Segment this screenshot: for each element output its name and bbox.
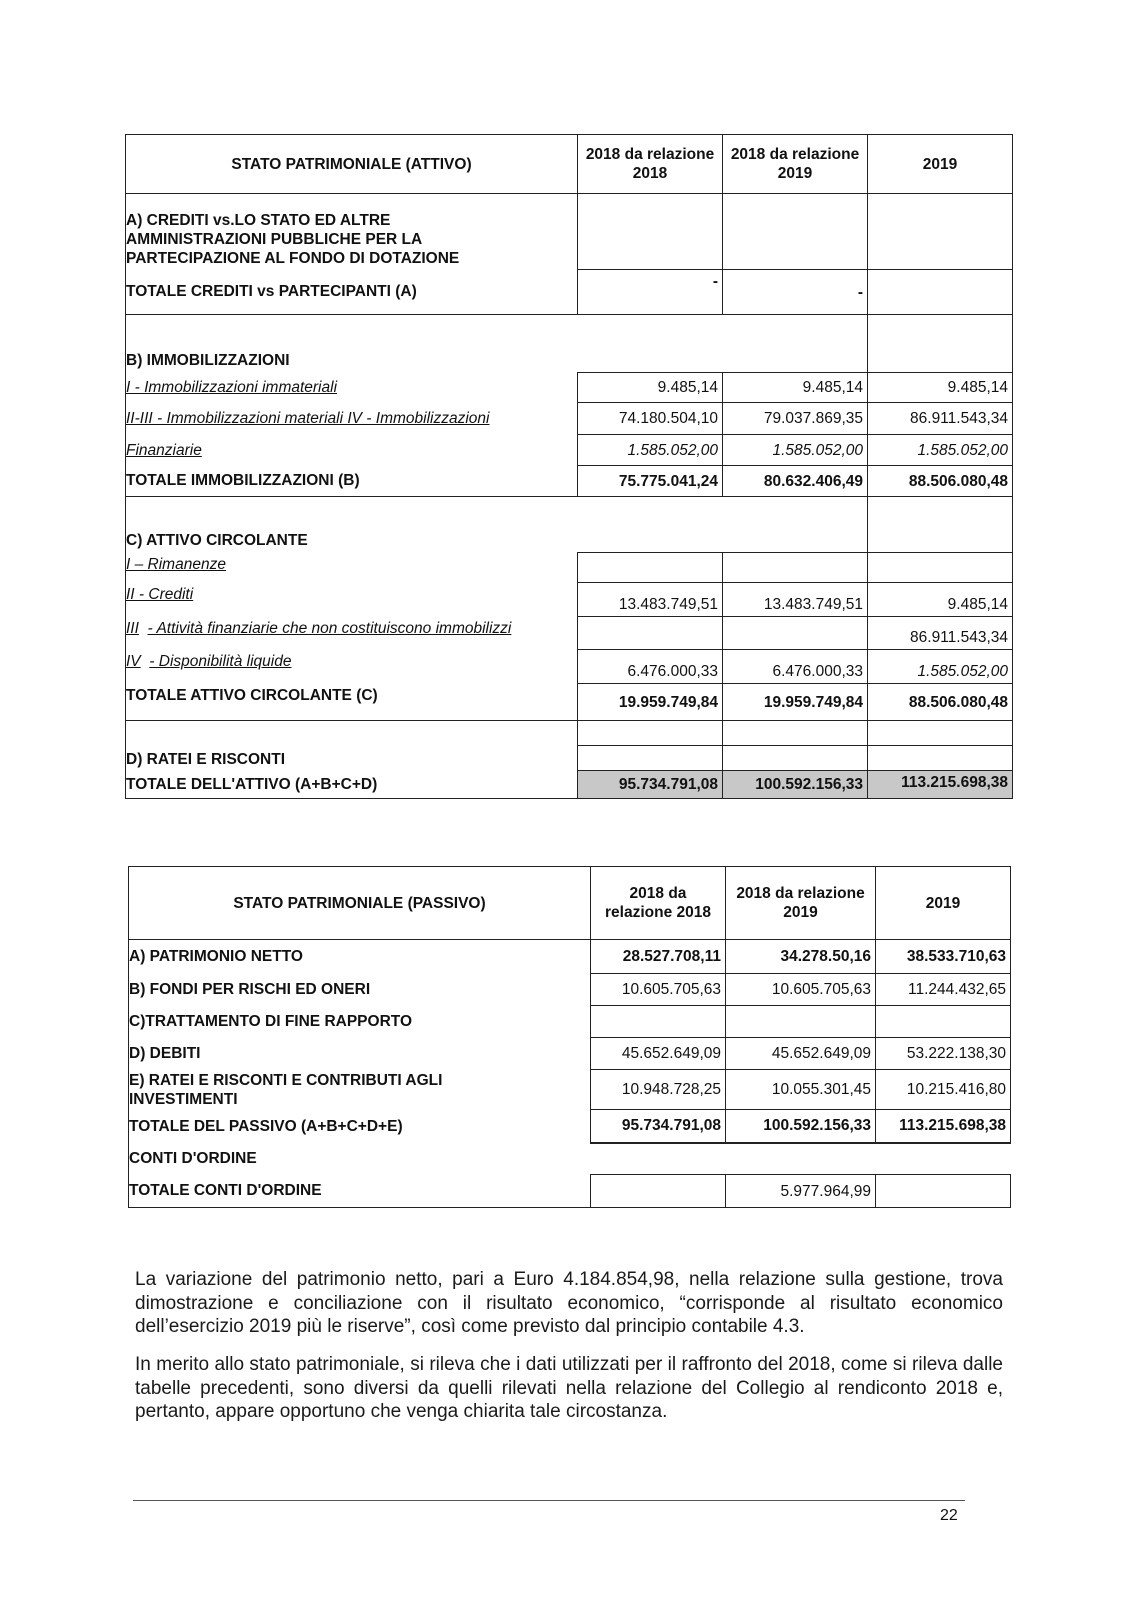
totale-crediti-value-1: -: [578, 270, 723, 315]
passivo-row-label-line1: E) RATEI E RISCONTI E CONTRIBUTI AGLI: [129, 1071, 443, 1089]
circolante-row-label: II - Crediti: [126, 583, 578, 617]
circolante-row: [126, 553, 1013, 583]
totale-conti-ordine-value: [591, 1175, 726, 1208]
passivo-row-value: [591, 1006, 726, 1038]
totale-attivo-row: [126, 771, 1013, 799]
immobilizzazioni-row-value: 1.585.052,00: [578, 435, 723, 466]
passivo-row-value: 45.652.649,09: [726, 1038, 876, 1070]
totale-immobilizzazioni-row: [126, 466, 1013, 497]
totale-attivo-value: 100.592.156,33: [723, 771, 868, 799]
circolante-row-value: [723, 553, 868, 583]
immobilizzazioni-row-value: 9.485,14: [868, 373, 1013, 403]
circolante-row-value: 13.483.749,51: [578, 583, 723, 617]
conti-ordine-title-row: [129, 1143, 1011, 1175]
circolante-row-value: 9.485,14: [868, 583, 1013, 617]
attivo-header-title: STATO PATRIMONIALE (ATTIVO): [126, 135, 578, 194]
crediti-title: [126, 194, 578, 270]
passivo-row-label: C)TRATTAMENTO DI FINE RAPPORTO: [129, 1006, 591, 1038]
immobilizzazioni-row-label: II-III - Immobilizzazioni materiali IV - Immobilizzazioni: [126, 403, 578, 435]
totale-passivo-value: 113.215.698,38: [876, 1110, 1011, 1143]
crediti-title-line1: A) CREDITI vs.LO STATO ED ALTRE: [126, 211, 391, 229]
totale-attivo-label: TOTALE DELL'ATTIVO (A+B+C+D): [126, 771, 578, 799]
passivo-header-col1: 2018 da relazione 2018: [591, 867, 726, 940]
immobilizzazioni-row: [126, 403, 1013, 435]
crediti-title-line3: PARTECIPAZIONE AL FONDO DI DOTAZIONE: [126, 249, 460, 267]
circolante-row-label: [126, 617, 578, 650]
passivo-row: [129, 1038, 1011, 1070]
page-number: 22: [940, 1507, 958, 1524]
totale-circolante-value: 88.506.080,48: [868, 684, 1013, 721]
totale-crediti-value-3: [868, 270, 1013, 315]
crediti-title-row: [126, 194, 1013, 270]
paragraph-variazione: La variazione del patrimonio netto, pari a Euro 4.184.854,98, nella relazione sulla gestione, trova dimostrazione e conciliazione con il risultato economico, “corrisponde al risultato economico dell’esercizio 2019 più le riserve”, così come previsto dal principio contabile 4.3.: [135, 1269, 1003, 1337]
totale-immobilizzazioni-value: 80.632.406,49: [723, 466, 868, 497]
totale-attivo-value: 95.734.791,08: [578, 771, 723, 799]
totale-conti-ordine-row: [129, 1175, 1011, 1208]
immobilizzazioni-row-value: 1.585.052,00: [868, 435, 1013, 466]
totale-passivo-value: 100.592.156,33: [726, 1110, 876, 1143]
circolante-row-value: 86.911.543,34: [868, 617, 1013, 650]
totale-immobilizzazioni-value: 75.775.041,24: [578, 466, 723, 497]
passivo-row-value: 11.244.432,65: [876, 974, 1011, 1006]
totale-immobilizzazioni-label: TOTALE IMMOBILIZZAZIONI (B): [126, 466, 578, 497]
circolante-row-label-prefix: IV: [126, 652, 141, 670]
paragraph-raffronto: In merito allo stato patrimoniale, si rileva che i dati utilizzati per il raffronto del 2018, come si rileva dalle tabelle precedenti, sono diversi da quelli rilevati nella relazione del Collegio al rendiconto 2018 e, pertanto, appare opportuno che venga chiarita tale circostanza.: [135, 1354, 1003, 1422]
immobilizzazioni-row-label: I - Immobilizzazioni immateriali: [126, 373, 578, 403]
attivo-table: [125, 134, 1013, 799]
totale-crediti-value-2: -: [723, 270, 868, 315]
circolante-row-value: 6.476.000,33: [578, 650, 723, 684]
passivo-row-value: 34.278.50,16: [726, 940, 876, 974]
totale-circolante-value: 19.959.749,84: [723, 684, 868, 721]
immobilizzazioni-row-value: 9.485,14: [578, 373, 723, 403]
passivo-header-title: STATO PATRIMONIALE (PASSIVO): [129, 867, 591, 940]
passivo-row-label: [129, 1070, 591, 1110]
totale-passivo-label: TOTALE DEL PASSIVO (A+B+C+D+E): [129, 1110, 591, 1143]
immobilizzazioni-row-value: 74.180.504,10: [578, 403, 723, 435]
circolante-row-label-text: - Disponibilità liquide: [149, 652, 292, 670]
passivo-header-col3: 2019: [876, 867, 1011, 940]
passivo-row-value: 10.605.705,63: [726, 974, 876, 1006]
circolante-title: C) ATTIVO CIRCOLANTE: [126, 497, 868, 553]
passivo-table: [128, 866, 1011, 1208]
totale-circolante-value: 19.959.749,84: [578, 684, 723, 721]
circolante-row-value: 1.585.052,00: [868, 650, 1013, 684]
circolante-row-value: [868, 553, 1013, 583]
circolante-row: [126, 617, 1013, 650]
totale-passivo-row: [129, 1110, 1011, 1143]
ratei-title: D) RATEI E RISCONTI: [126, 746, 578, 771]
passivo-row-value: 10.055.301,45: [726, 1070, 876, 1110]
passivo-header-col2: 2018 da relazione 2019: [726, 867, 876, 940]
passivo-row-value: 10.605.705,63: [591, 974, 726, 1006]
totale-circolante-label: TOTALE ATTIVO CIRCOLANTE (C): [126, 684, 578, 721]
circolante-row: [126, 583, 1013, 617]
passivo-row: [129, 940, 1011, 974]
immobilizzazioni-row-label: Finanziarie: [126, 435, 578, 466]
totale-crediti-label: TOTALE CREDITI vs PARTECIPANTI (A): [126, 270, 578, 315]
passivo-row-label: A) PATRIMONIO NETTO: [129, 940, 591, 974]
circolante-row-label-prefix: III: [126, 619, 139, 637]
passivo-row-value: 53.222.138,30: [876, 1038, 1011, 1070]
totale-crediti-row: [126, 270, 1013, 315]
circolante-row-label-text: - Attività finanziarie che non costituiscono immobilizzi: [147, 619, 512, 637]
immobilizzazioni-row-value: 1.585.052,00: [723, 435, 868, 466]
immobilizzazioni-row: [126, 435, 1013, 466]
passivo-row-label: D) DEBITI: [129, 1038, 591, 1070]
immobilizzazioni-row-value: 86.911.543,34: [868, 403, 1013, 435]
passivo-row-value: 28.527.708,11: [591, 940, 726, 974]
ratei-spacer-row: [126, 721, 1013, 746]
immobilizzazioni-row-value: 79.037.869,35: [723, 403, 868, 435]
passivo-row-label: B) FONDI PER RISCHI ED ONERI: [129, 974, 591, 1006]
totale-conti-ordine-label: TOTALE CONTI D'ORDINE: [129, 1175, 591, 1208]
circolante-row-value: 13.483.749,51: [723, 583, 868, 617]
totale-circolante-row: [126, 684, 1013, 721]
immobilizzazioni-title: B) IMMOBILIZZAZIONI: [126, 315, 868, 373]
circolante-row-label: [126, 650, 578, 684]
passivo-row-label-line2: INVESTIMENTI: [129, 1090, 238, 1108]
attivo-header-col1: 2018 da relazione 2018: [578, 135, 723, 194]
attivo-header-row: [126, 135, 1013, 194]
passivo-row-value: [726, 1006, 876, 1038]
attivo-header-col3: 2019: [868, 135, 1013, 194]
totale-conti-ordine-value: 5.977.964,99: [726, 1175, 876, 1208]
circolante-row: [126, 650, 1013, 684]
attivo-header-col2: 2018 da relazione 2019: [723, 135, 868, 194]
circolante-row-value: 6.476.000,33: [723, 650, 868, 684]
totale-attivo-value: 113.215.698,38: [868, 771, 1013, 799]
immobilizzazioni-row: [126, 373, 1013, 403]
conti-ordine-title: CONTI D'ORDINE: [129, 1143, 591, 1175]
passivo-row-value: 38.533.710,63: [876, 940, 1011, 974]
totale-passivo-value: 95.734.791,08: [591, 1110, 726, 1143]
circolante-row-value: [723, 617, 868, 650]
circolante-row-value: [578, 553, 723, 583]
totale-conti-ordine-value: [876, 1175, 1011, 1208]
passivo-row-value: 10.948.728,25: [591, 1070, 726, 1110]
passivo-row: [129, 974, 1011, 1006]
passivo-row: [129, 1006, 1011, 1038]
passivo-row-value: [876, 1006, 1011, 1038]
passivo-row-value: 10.215.416,80: [876, 1070, 1011, 1110]
passivo-row-value: 45.652.649,09: [591, 1038, 726, 1070]
circolante-title-row: [126, 497, 1013, 553]
circolante-row-value: [578, 617, 723, 650]
ratei-title-row: [126, 746, 1013, 771]
immobilizzazioni-row-value: 9.485,14: [723, 373, 868, 403]
crediti-title-line2: AMMINISTRAZIONI PUBBLICHE PER LA: [126, 230, 423, 248]
footer-rule: [133, 1500, 965, 1501]
immobilizzazioni-title-row: [126, 315, 1013, 373]
circolante-row-label: I – Rimanenze: [126, 553, 578, 583]
passivo-header-row: [129, 867, 1011, 940]
totale-immobilizzazioni-value: 88.506.080,48: [868, 466, 1013, 497]
passivo-row: [129, 1070, 1011, 1110]
